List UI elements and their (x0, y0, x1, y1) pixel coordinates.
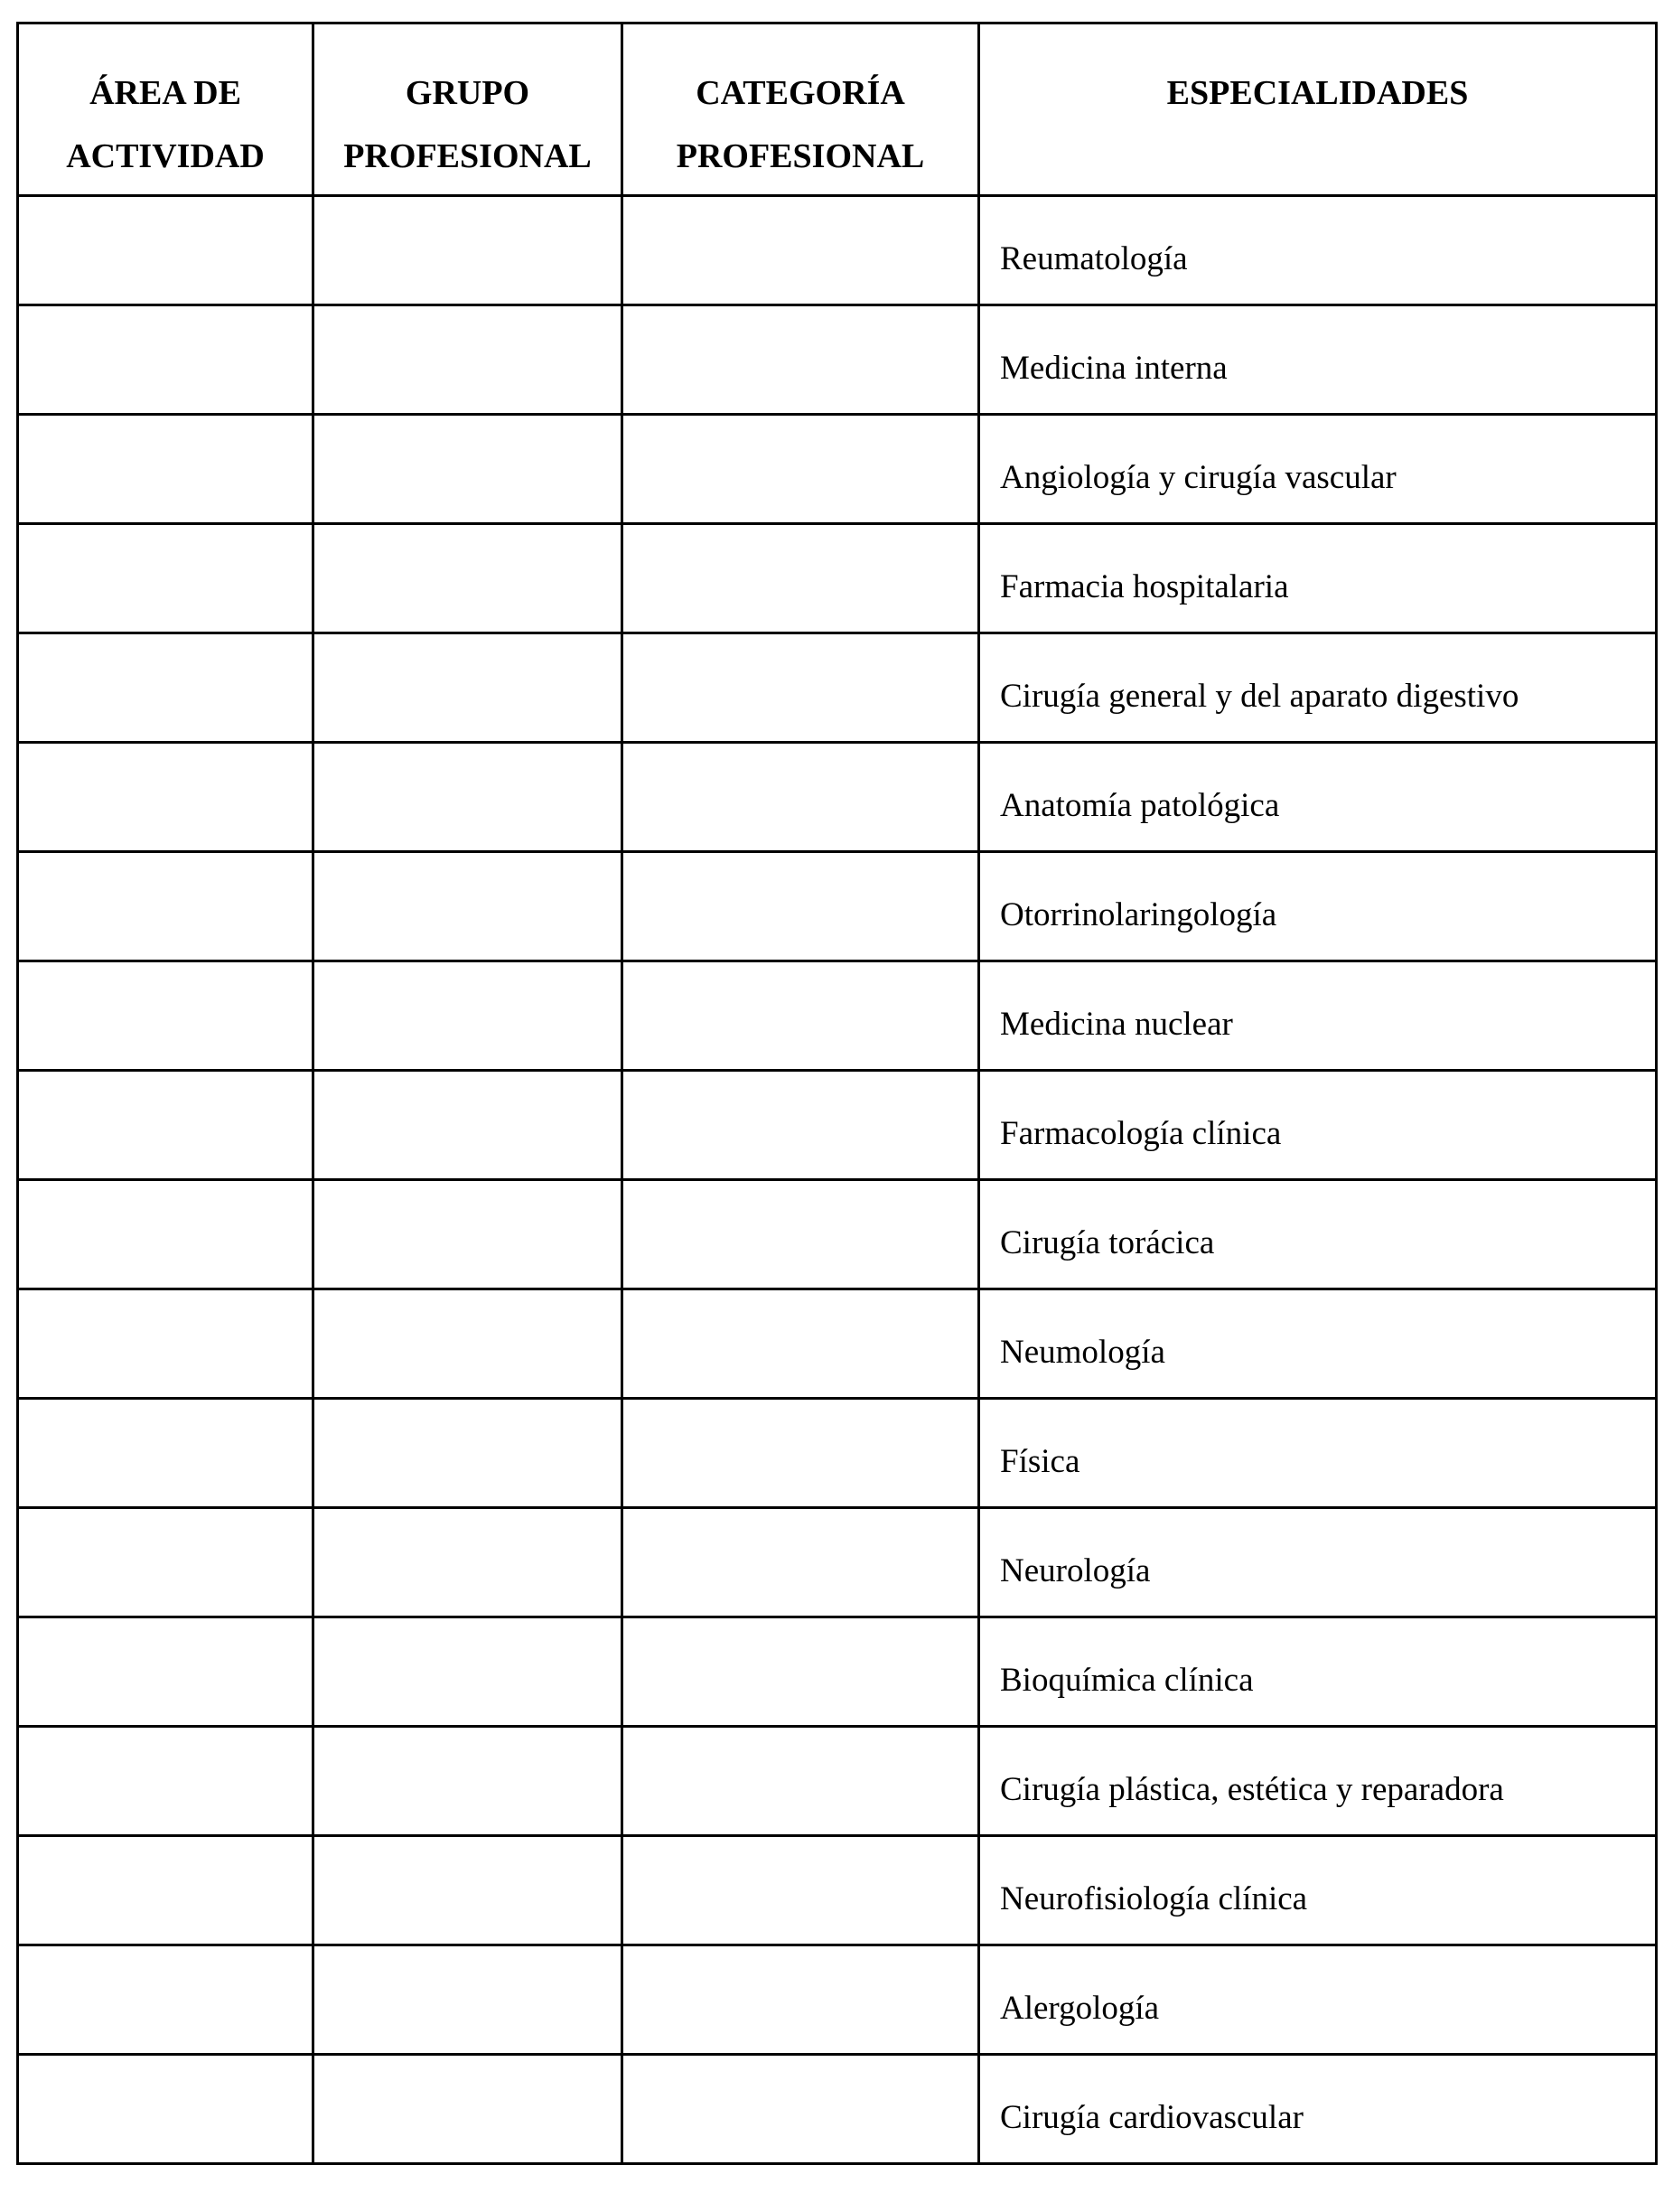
cell-especialidad: Medicina interna (979, 305, 1657, 415)
cell-grupo (313, 633, 622, 743)
cell-categoria (622, 524, 979, 633)
cell-categoria (622, 1289, 979, 1399)
table-row (18, 1289, 1657, 1399)
cell-categoria (622, 415, 979, 524)
table-row (18, 415, 1657, 524)
table-row (18, 743, 1657, 852)
cell-grupo (313, 2055, 622, 2164)
cell-grupo (313, 415, 622, 524)
cell-area (18, 2055, 313, 2164)
table-row (18, 1508, 1657, 1617)
table-row (18, 1945, 1657, 2055)
cell-grupo (313, 1617, 622, 1727)
cell-area (18, 1836, 313, 1945)
table-row (18, 852, 1657, 961)
cell-especialidad: Neurofisiología clínica (979, 1836, 1657, 1945)
cell-especialidad: Medicina nuclear (979, 961, 1657, 1071)
cell-area (18, 961, 313, 1071)
cell-grupo (313, 1836, 622, 1945)
header-especialidades: ESPECIALIDADES (979, 23, 1657, 196)
header-grupo-profesional (313, 23, 622, 196)
table-row (18, 524, 1657, 633)
table-row (18, 633, 1657, 743)
table-row (18, 961, 1657, 1071)
cell-categoria (622, 196, 979, 305)
cell-area (18, 1180, 313, 1289)
cell-area (18, 1399, 313, 1508)
cell-grupo (313, 1727, 622, 1836)
cell-area (18, 852, 313, 961)
table-row (18, 1071, 1657, 1180)
cell-grupo (313, 743, 622, 852)
cell-especialidad: Farmacología clínica (979, 1071, 1657, 1180)
cell-especialidad: Alergología (979, 1945, 1657, 2055)
cell-categoria (622, 1945, 979, 2055)
cell-categoria (622, 743, 979, 852)
cell-area (18, 1945, 313, 2055)
cell-especialidad: Cirugía torácica (979, 1180, 1657, 1289)
cell-grupo (313, 524, 622, 633)
table-row (18, 1836, 1657, 1945)
cell-area (18, 524, 313, 633)
cell-especialidad: Neurología (979, 1508, 1657, 1617)
cell-area (18, 1617, 313, 1727)
header-grupo-line2: PROFESIONAL (343, 137, 592, 175)
cell-especialidad: Cirugía plástica, estética y reparadora (979, 1727, 1657, 1836)
cell-especialidad: Angiología y cirugía vascular (979, 415, 1657, 524)
table-row (18, 1617, 1657, 1727)
cell-grupo (313, 1399, 622, 1508)
header-categoria-line1: CATEGORÍA (696, 74, 905, 112)
table-row (18, 305, 1657, 415)
cell-area (18, 1727, 313, 1836)
cell-especialidad: Física (979, 1399, 1657, 1508)
cell-grupo (313, 1071, 622, 1180)
cell-grupo (313, 1289, 622, 1399)
cell-categoria (622, 961, 979, 1071)
specialties-table (16, 22, 1658, 2165)
table-row (18, 196, 1657, 305)
cell-especialidad: Cirugía cardiovascular (979, 2055, 1657, 2164)
cell-categoria (622, 2055, 979, 2164)
cell-categoria (622, 1727, 979, 1836)
cell-categoria (622, 1399, 979, 1508)
cell-especialidad: Anatomía patológica (979, 743, 1657, 852)
cell-area (18, 305, 313, 415)
cell-grupo (313, 305, 622, 415)
cell-categoria (622, 1508, 979, 1617)
header-row (18, 23, 1657, 196)
cell-grupo (313, 1508, 622, 1617)
cell-especialidad: Cirugía general y del aparato digestivo (979, 633, 1657, 743)
cell-area (18, 196, 313, 305)
cell-especialidad: Otorrinolaringología (979, 852, 1657, 961)
cell-grupo (313, 852, 622, 961)
cell-area (18, 1508, 313, 1617)
cell-categoria (622, 1180, 979, 1289)
cell-grupo (313, 961, 622, 1071)
cell-area (18, 1289, 313, 1399)
table-body (18, 196, 1657, 2164)
header-area-line1: ÁREA DE (89, 74, 241, 112)
cell-categoria (622, 1071, 979, 1180)
cell-area (18, 1071, 313, 1180)
header-grupo-line1: GRUPO (405, 74, 530, 112)
cell-grupo (313, 1180, 622, 1289)
table-row (18, 1727, 1657, 1836)
cell-especialidad: Reumatología (979, 196, 1657, 305)
header-categoria-profesional (622, 23, 979, 196)
header-categoria-line2: PROFESIONAL (676, 137, 925, 175)
cell-categoria (622, 633, 979, 743)
cell-area (18, 633, 313, 743)
cell-categoria (622, 1836, 979, 1945)
table-row (18, 1399, 1657, 1508)
cell-especialidad: Farmacia hospitalaria (979, 524, 1657, 633)
cell-area (18, 743, 313, 852)
cell-categoria (622, 305, 979, 415)
cell-area (18, 415, 313, 524)
header-area-actividad (18, 23, 313, 196)
cell-categoria (622, 852, 979, 961)
cell-categoria (622, 1617, 979, 1727)
cell-especialidad: Neumología (979, 1289, 1657, 1399)
table-row (18, 1180, 1657, 1289)
cell-grupo (313, 196, 622, 305)
cell-especialidad: Bioquímica clínica (979, 1617, 1657, 1727)
table-row (18, 2055, 1657, 2164)
cell-grupo (313, 1945, 622, 2055)
header-area-line2: ACTIVIDAD (66, 137, 265, 175)
